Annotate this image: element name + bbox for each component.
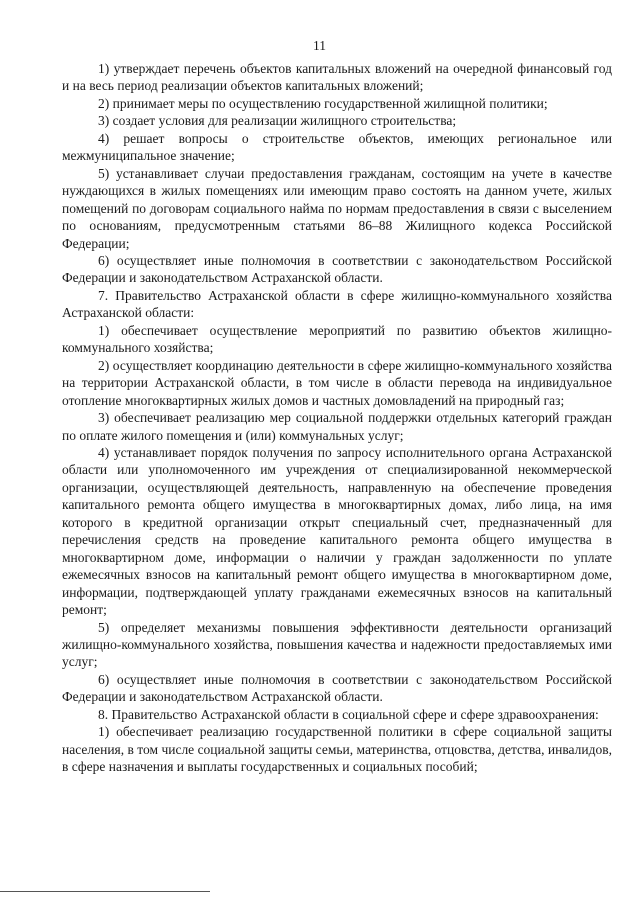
paragraph: 5) устанавливает случаи предоставления гражданам, состоящим на учете в качестве нуждающихся в жилых помещениях или имеющим право состоять на данном учете, жилых помещений по договорам социального найма по нормам предоставления в связи с выселением по основаниям, предусмотренным статьями 86–88 Жилищного кодекса Российской Федерации; [62, 165, 612, 251]
paragraph: 8. Правительство Астраханской области в социальной сфере и сфере здравоохранения: [98, 706, 599, 722]
paragraph: 4) решает вопросы о строительстве объектов, имеющих региональное или межмуниципальное значение; [62, 130, 612, 164]
footer-rule [0, 891, 210, 892]
paragraph: 6) осуществляет иные полномочия в соответствии с законодательством Российской Федерации и законодательством Астраханской области. [62, 671, 612, 705]
paragraph: 3) обеспечивает реализацию мер социальной поддержки отдельных категорий граждан по оплате жилого помещения и (или) коммунальных услуг; [62, 410, 612, 443]
paragraph: 4) устанавливает порядок получения по запросу исполнительного органа Астраханской области или уполномоченного им учреждения от специализированной некоммерческой организации, осуществляющей деятельность, направленную на обеспечение проведения капитального ремонта общего имущества в многоквартирных домах, либо лица, на имя которого в кредитной организации открыт специальный счет, предназначенный для перечисления средств на проведение капитального ремонта общего имущества в многоквартирном доме, информации о наличии у граждан задолженности по уплате ежемесячных взносов на капитальный ремонт общего имущества в многоквартирном доме, информации, подтверждающей уплату гражданами ежемесячных взносов на капитальный ремонт; [62, 444, 612, 618]
paragraph: 1) обеспечивает реализацию государственной политики в сфере социальной защиты населения, в том числе социальной защиты семьи, материнства, отцовства, детства, инвалидов, в сфере назначения и выплаты государственных и социальных пособий; [62, 724, 612, 775]
paragraph: 1) утверждает перечень объектов капитальных вложений на очередной финансовый год и на весь период реализации объектов капитальных вложений; [62, 61, 612, 94]
paragraph: 6) осуществляет иные полномочия в соответствии с законодательством Российской Федерации и законодательством Астраханской области. [62, 252, 612, 286]
paragraph: 1) обеспечивает осуществление мероприятий по развитию объектов жилищно-коммунального хозяйства; [62, 322, 612, 356]
paragraph: 3) создает условия для реализации жилищного строительства; [98, 113, 457, 129]
paragraph: 7. Правительство Астраханской области в сфере жилищно-коммунального хозяйства Астраханской области: [62, 287, 612, 321]
paragraph: 2) принимает меры по осуществлению государственной жилищной политики; [98, 95, 548, 111]
paragraph: 5) определяет механизмы повышения эффективности деятельности организаций жилищно-коммунального хозяйства, повышения качества и надежности предоставляемых ими услуг; [62, 619, 612, 670]
paragraph: 2) осуществляет координацию деятельности в сфере жилищно-коммунального хозяйства на территории Астраханской области, в том числе в области перевода на индивидуальное отопление многоквартирных жилых домов и частных домовладений на природный газ; [62, 357, 612, 408]
page-number: 11 [313, 38, 326, 53]
document-body [62, 60, 612, 776]
